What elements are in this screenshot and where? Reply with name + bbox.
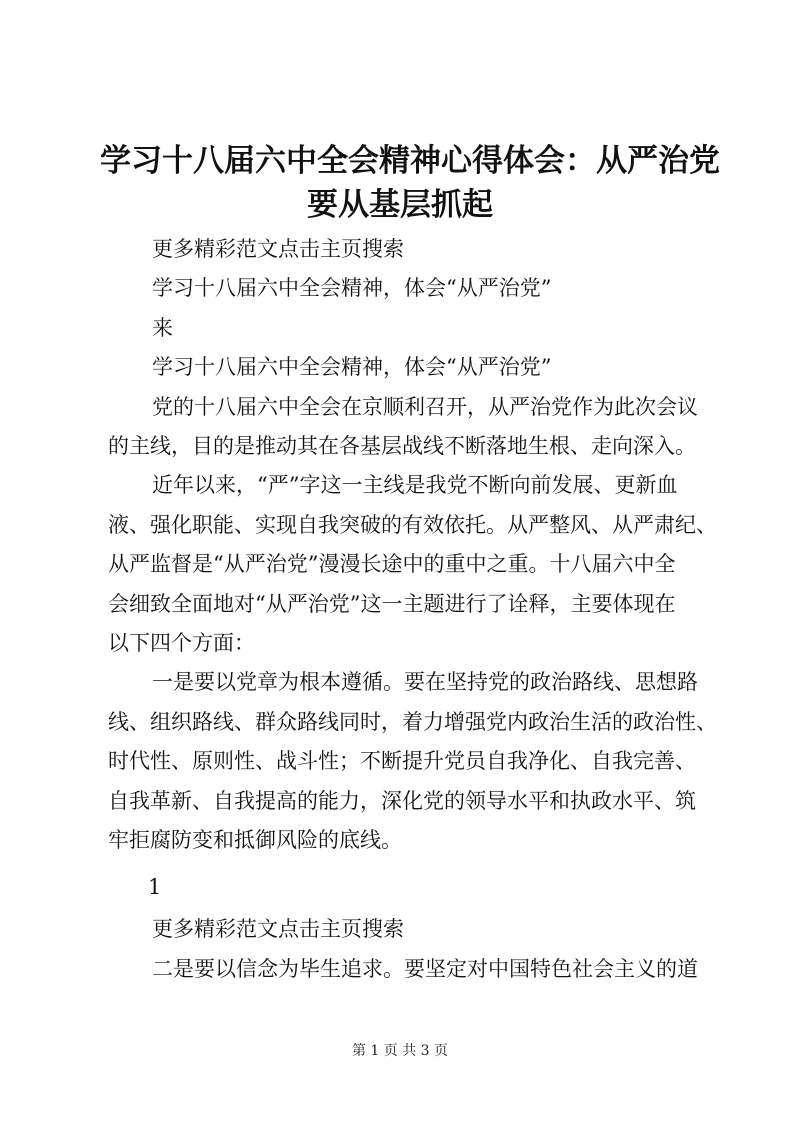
paragraph-line: 时代性、原则性、战斗性；不断提升党员自我净化、自我完善、 [108,749,696,773]
paragraph-line: 一是要以党章为根本遵循。要在坚持党的政治路线、思想路 [152,670,698,694]
paragraph-line: 近年以来，“严”字这一主线是我党不断向前发展、更新血 [152,473,678,497]
promo-text: 更多精彩范文点击主页搜索 [152,237,404,261]
paragraph-line: 液、强化职能、实现自我突破的有效依托。从严整风、从严肃纪、 [108,513,717,537]
paragraph-line: 牢拒腐防变和抵御风险的底线。 [108,828,402,852]
paragraph-line: 线、组织路线、群众路线同时，着力增强党内政治生活的政治性、 [108,710,717,734]
paragraph-line: 以下四个方面： [108,631,255,655]
page-number-inline: 1 [148,875,162,899]
paragraph-line: 从严监督是“从严治党”漫漫长途中的重中之重。十八届六中全 [108,552,676,576]
paragraph-line: 党的十八届六中全会在京顺利召开，从严治党作为此次会议 [152,395,698,419]
paragraph-line: 自我革新、自我提高的能力，深化党的领导水平和执政水平、筑 [108,789,696,813]
document-title-line-1: 学习十八届六中全会精神心得体会：从严治党 [100,143,720,179]
paragraph-line: 学习十八届六中全会精神，体会“从严治党” [152,355,552,379]
document-title-line-2: 要从基层抓起 [307,187,493,223]
paragraph-line: 来 [152,316,173,340]
paragraph-line: 会细致全面地对“从严治党”这一主题进行了诠释，主要体现在 [108,592,676,616]
promo-text: 更多精彩范文点击主页搜索 [152,917,404,941]
page-footer: 第 1 页 共 3 页 [351,1043,449,1059]
paragraph-line: 二是要以信念为毕生追求。要坚定对中国特色社会主义的道 [152,957,698,981]
paragraph-line: 的主线，目的是推动其在各基层战线不断落地生根、走向深入。 [108,434,696,458]
paragraph-line: 学习十八届六中全会精神，体会“从严治党” [152,276,552,300]
